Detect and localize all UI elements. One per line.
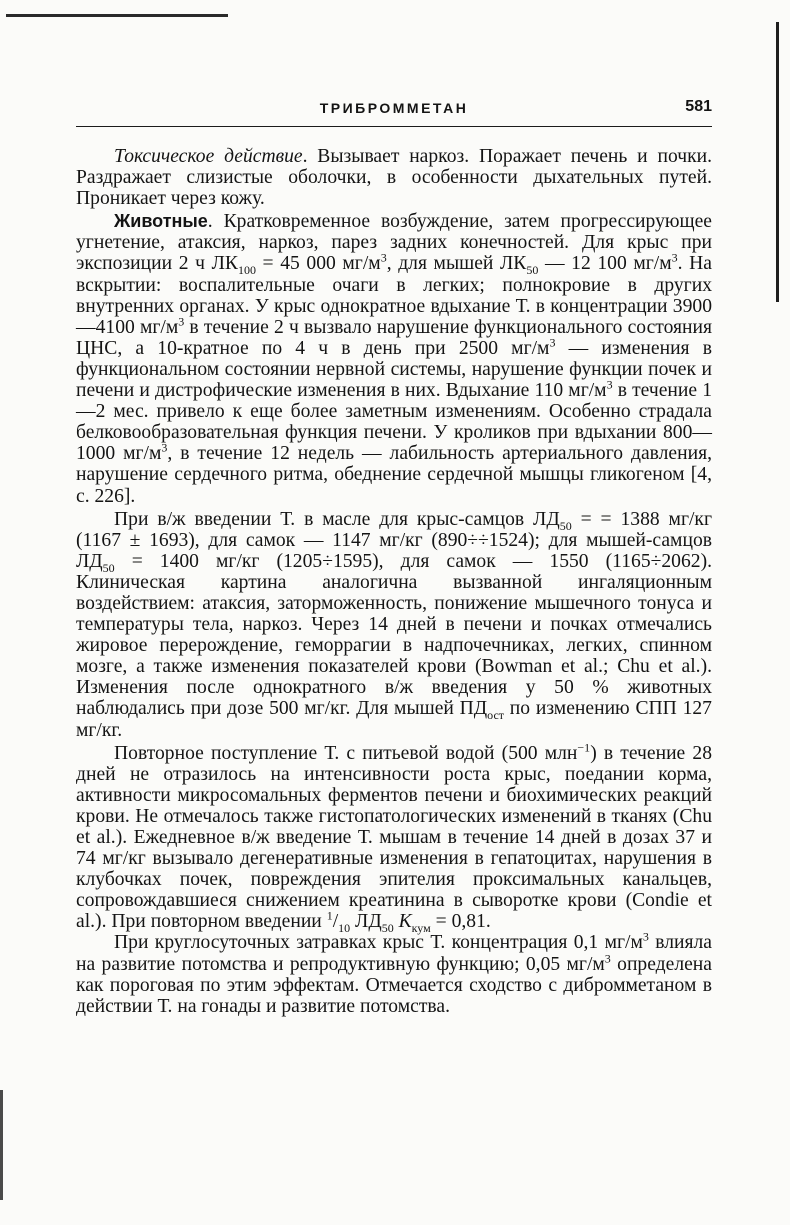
section-lead-toxic-action: Токсическое действие xyxy=(114,146,303,167)
paragraph-intragastric: При в/ж введении Т. в масле для крыс-самцов $ЛД_{50}$ = = 1388 мг/кг (1167 ± 1693), для самок — 1147 мг/кг (890÷÷1524); для мышей-самцов $ЛД_{50} = 1400$ мг/кг (1205÷1595), для самок — 1550 (1165÷2062). Клиническая картина аналогична вызванной ингаляционным воздействием: атаксия, заторможенность, понижение мышечного тонуса и температуры тела, наркоз. Через 14 дней в печени и почках отмечались жировое перерождение, геморрагии в надпочечниках, легких, спинном мозге, а также изменения показателей крови (Bowman et al.; Chu et al.). Изменения после однократного в/ж введения у 50 % животных наблюдались при дозе 500 мг/кг. Для мышей $ПД_{ост}$ по изменению СПП 127 мг/кг. xyxy=(76,508,712,741)
scan-artifact-top-rule xyxy=(6,14,228,17)
running-head: ТРИБРОММЕТАН xyxy=(319,100,469,116)
scan-artifact-left-edge xyxy=(0,1090,3,1200)
paragraph-animals: Животные. Кратковременное возбуждение, затем прогрессирующее угнетение, атаксия, наркоз, парез задних конечностей. Для крыс при экспозиции 2 ч $ЛК_{100} = 45$ 000 $мг/м^3$, для мышей $ЛК_{50}$ — 12 100 $мг/м^3$. На вскрытии: воспалительные очаги в легких; полнокровие в других внутренних органах. У крыс однократное вдыхание Т. в концентрации 3900—4100 $мг/м^3$ в течение 2 ч вызвало нарушение функционального состояния ЦНС, а 10-кратное по 4 ч в день при 2500 $мг/м^3$ — изменения в функциональном состоянии нервной системы, нарушение функции почек и печени и дистрофические изменения в них. Вдыхание 110 $мг/м^3$ в течение 1—2 мес. привело к еще более заметным изменениям. Особенно страдала белковообразовательная функция печени. У кроликов при вдыхании 800—1000 $мг/м^3$, в течение 12 недель — лабильность артериального давления, нарушение сердечного ритма, обеднение сердечной мышцы гликогеном [4, с. 226]. xyxy=(76,211,712,507)
page-header xyxy=(76,98,712,127)
paragraph-repeated-exposure: Повторное поступление Т. с питьевой водой (500 млн$^{-1}$) в течение 28 дней не отразилось на интенсивности роста крыс, поедании корма, активности микросомальных ферментов печени и биохимических реакций крови. Не отмечалось также гистопатологических изменений в тканях (Chu et al.). Ежедневное в/ж введение Т. мышам в течение 14 дней в дозах 37 и 74 мг/кг вызывало дегенеративные изменения в гепатоцитах, нарушения в клубочках почек, повреждения эпителия проксимальных канальцев, сопровождавшиеся снижением креатинина в сыворотке крови (Condie et al.). При повторном введении $^1/_{10}$ $ЛД_{50}$ $К_{кум} = 0,81$. xyxy=(76,740,712,936)
section-lead-animals: Животные xyxy=(114,211,208,232)
page-number: 581 xyxy=(685,98,712,115)
paragraph-toxic-action: Токсическое действие. Вызывает наркоз. Поражает печень и почки. Раздражает слизистые оболочки, в особенности дыхательных путей. Проникает через кожу. xyxy=(76,146,712,210)
paragraph-chronic-inhalation: При круглосуточных затравках крыс Т. концентрация 0,1 $мг/м^3$ влияла на развитие потомства и репродуктивную функцию; 0,05 $мг/м^3$ определена как пороговая по этим эффектам. Отмечается сходство с дибромметаном в действии Т. на гонады и развитие потомства. xyxy=(76,929,712,1017)
body-text xyxy=(76,146,712,1017)
scan-artifact-right-edge xyxy=(776,22,779,302)
